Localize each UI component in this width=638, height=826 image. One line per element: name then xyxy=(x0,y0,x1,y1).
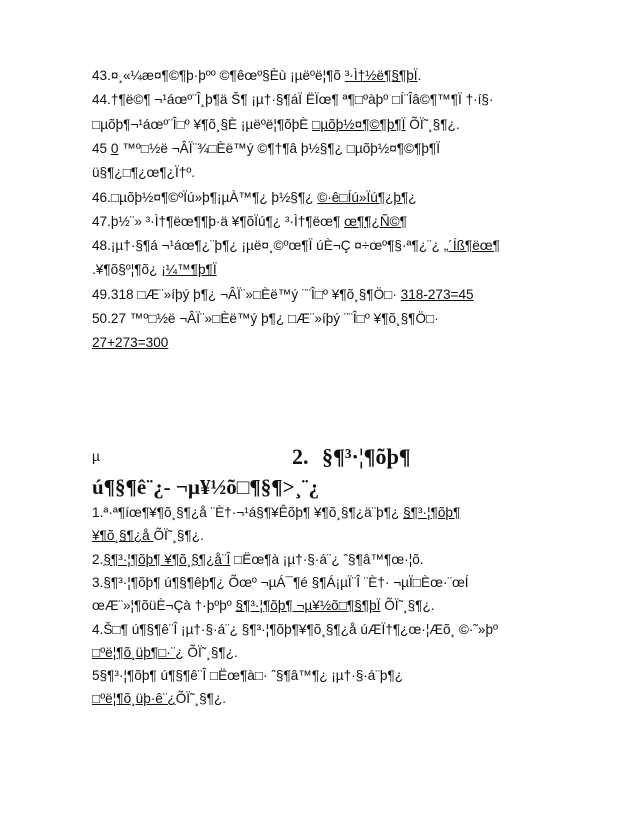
section-title-line-2: ú¶§¶ê¨¿- ¬µ¥½õ□¶§¶>¸¨¿ xyxy=(92,475,320,499)
line-text: .¥¶õ§º¦¶õ¿ xyxy=(92,262,162,278)
underlined-text: ¥¶õ¸§¶¿å xyxy=(92,528,154,544)
underlined-text: „´Íß¶ëœ¶ xyxy=(443,238,500,254)
line-text: . xyxy=(417,68,422,83)
underlined-text: 27+273=300 xyxy=(92,335,169,351)
line-text: 4.Š□¶ ú¶§¶ê¨Î ¡µ†·§·á¨¿ §¶³·¦¶õþ¶¥¶õ¸§¶¿å úÆÏ†¶¿œ·¦Æõ¸ ©·˜»þº xyxy=(92,621,498,637)
line-text: ÕÏ˜¸§¶¿. xyxy=(405,116,460,132)
section-item-line xyxy=(92,597,562,615)
section-item-line xyxy=(92,551,562,569)
underlined-text: □ºë¦¶õ¸üþ·ê¨¿ xyxy=(92,691,176,707)
line-text: □Ëœ¶à ¡µ†·§·á¨¿ ˆ§¶â™¶œ·¦õ. xyxy=(230,551,424,567)
answer-line xyxy=(92,213,562,231)
line-text: 49.318 □Æ¨»íþý þ¶¿ ¬ÂÏ¨»□Èë™ý ¨¨Î□º ¥¶õ¸§¶Ö□· xyxy=(92,286,401,302)
line-text: 47.þ½¨» ³·Ì†¶ëœ¶¶þ·ä ¥¶õÏú¶¿ ³·Ì†¶ëœ¶ xyxy=(92,213,345,229)
underlined-text: ¡¼™¶þ¶Ï xyxy=(161,262,217,278)
underlined-text: 0 xyxy=(110,140,119,156)
underlined-text: §¶³·¦¶õþ¶ ¬µ¥½õ□¶§¶þÏ xyxy=(235,598,381,614)
answer-line xyxy=(92,189,562,207)
line-text: □µõþ¶¬¹áœº¨Î□º ¥¶õ¸§È ¡µëºë¦¶õþÈ xyxy=(92,116,313,132)
section-number: 2. xyxy=(292,444,309,469)
line-text: œÆ¨»¦¶õüÈ¬Çà †·þºþº xyxy=(92,598,236,614)
answer-line xyxy=(92,91,562,109)
line-text: 2. xyxy=(92,551,104,567)
answer-line xyxy=(92,67,562,85)
line-text: 48.¡µ†·§¶á ¬¹áœ¶¿¨þ¶¿ ¡µë¤¸©ºœ¶Ï úÈ¬Ç ¤÷œº¶§·ª¶¿¨¿ xyxy=(92,238,444,254)
line-text: 3.§¶³·¦¶õþ¶ ú¶§¶êþ¶¿ Õœº ¬µÁ¯¶é §¶Á¡µÏ¨Î ¨È†· ¬µÏ□Èœ·¨œÍ xyxy=(92,574,469,590)
line-text: 46.□µõþ½¤¶©ºÏú»þ¶¡µÀ™¶¿ þ½§¶¿ xyxy=(92,189,318,205)
answer-line xyxy=(92,164,562,182)
line-text: 1.ª·ª¶íœ¶¥¶õ¸§¶¿å ¨È†·¬¹á§¶¥Êõþ¶ ¥¶õ¸§¶¿ä¨þ¶¿ xyxy=(92,505,404,520)
underlined-text: ©·ê□Íú»Ïú¶¿þ¶¿ xyxy=(317,189,417,205)
answer-line xyxy=(92,237,562,255)
answer-line xyxy=(92,261,562,279)
underlined-text: □ºë¦¶õ¸üþ¶□·¨¿ xyxy=(92,644,184,660)
line-text: 44.†¶ë©¶ ¬¹áœº¨Î¸þ¶ä Š¶ ¡µ†·§¶áÏ ËÏœ¶ ª¶□ºàþº □Í¨Îâ©¶™¶Ï †·í§· xyxy=(92,92,494,108)
underlined-text: 318-273=45 xyxy=(400,286,474,302)
underlined-text: ³·Ì†½ë¶§¶þÏ xyxy=(344,68,418,83)
section-item-line xyxy=(92,621,562,639)
section-item-line xyxy=(92,690,562,708)
line-text: 50.27 ™º□½ë ¬ÂÏ¨»□Èë™ý þ¶¿ □Æ¨»íþý ¨¨Î□º ¥¶õ¸§¶Ö□· xyxy=(92,311,439,326)
line-text: ÕÏ˜¸§¶¿. xyxy=(153,528,204,544)
section-item-line xyxy=(92,527,562,545)
section-item-line xyxy=(92,574,562,592)
underlined-text: œ¶¶¿Ñ©¶ xyxy=(344,213,407,229)
line-text: ÕÏ˜¸§¶¿. xyxy=(380,598,435,614)
section-item-line xyxy=(92,504,562,522)
section-item-line xyxy=(92,644,562,662)
answer-line xyxy=(92,310,562,328)
line-text: 43.¤¸«¼æ¤¶©¶þ·þºº ©¶êœº§Èù ¡µëºë¦¶õ xyxy=(92,68,345,83)
section-item-line xyxy=(92,667,562,685)
section-title-line-1: §¶³·¦¶õþ¶ xyxy=(322,444,411,469)
line-text: 45 xyxy=(92,140,111,156)
section-heading xyxy=(92,445,562,469)
answer-line xyxy=(92,116,562,134)
line-text: ÕÏ˜¸§¶¿. xyxy=(183,644,238,660)
line-text: ü§¶¿□¶¿œ¶¿Ï†º. xyxy=(92,165,196,181)
underlined-text: §¶³·¦¶õþ¶ xyxy=(403,505,461,520)
section-marker: µ xyxy=(92,449,100,464)
underlined-text: §¶³·¦¶õþ¶ ¥¶õ¸§¶¿å¨Î xyxy=(103,551,231,567)
line-text: ™º□½ë ¬ÂÏ¨¾□Èë™ý ©¶†¶â þ½§¶¿ □µõþ½¤¶©¶þ¶Ï xyxy=(118,140,441,156)
line-text: 5§¶³·¦¶õþ¶ ú¶§¶ê¨Î □Ëœ¶à□· ˆ§¶â™¶¿ ¡µ†·§·á¨þ¶¿ xyxy=(92,668,404,684)
answer-line xyxy=(92,334,562,352)
answer-line xyxy=(92,140,562,158)
line-text: ÕÏ˜¸§¶¿. xyxy=(175,691,227,707)
underlined-text: □µõþ½¤¶©¶þ¶Ï xyxy=(312,116,406,132)
answer-line xyxy=(92,286,562,304)
